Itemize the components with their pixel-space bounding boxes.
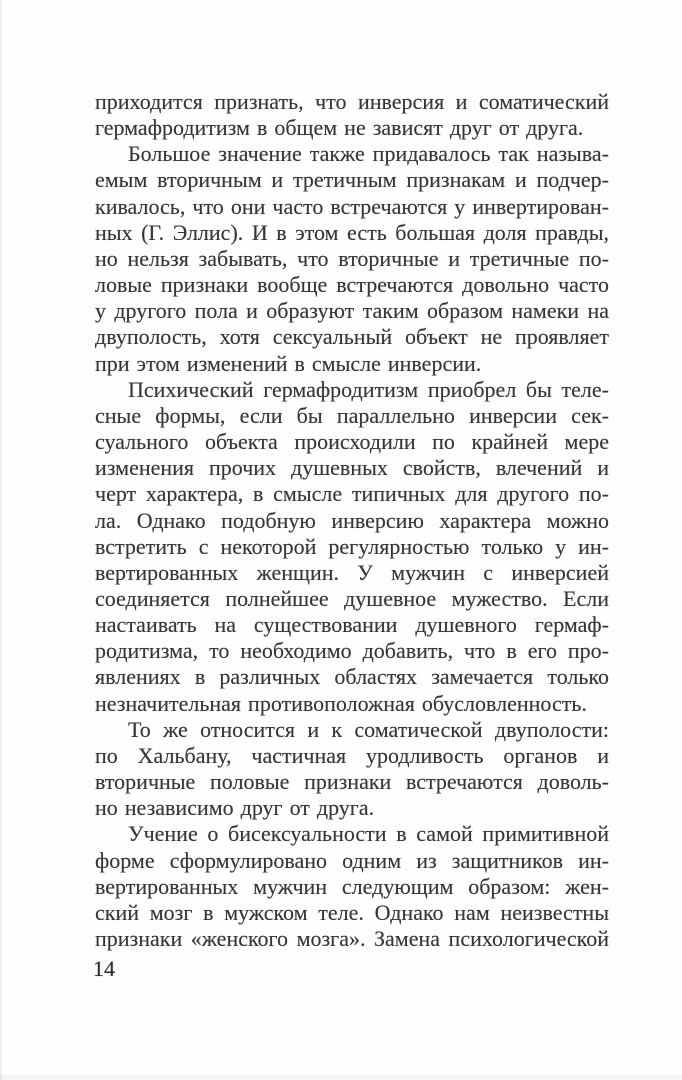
text-line: форме сформулировано одним из защитников ин- xyxy=(95,847,609,873)
text-line: настаивать на существовании душевного гермаф- xyxy=(95,612,609,638)
body-text xyxy=(95,89,609,952)
text-line: по Хальбану, частичная уродливость органов и xyxy=(95,742,609,768)
text-line: ла. Однако подобную инверсию характера можно xyxy=(95,507,609,533)
text-line: родитизма, то необходимо добавить, что в его про- xyxy=(95,638,609,664)
text-line: То же относится и к соматической двуполости: xyxy=(128,716,609,742)
text-line: емым вторичным и третичным признакам и подчер- xyxy=(95,167,609,193)
text-line: вертированных мужчин следующим образом: жен- xyxy=(95,873,609,899)
text-line: признаки «женского мозга». Замена психологической xyxy=(95,926,609,951)
text-line: ловые признаки вообще встречаются довольно часто xyxy=(95,272,609,298)
text-line: незначительная противоположная обусловленность. xyxy=(95,690,587,716)
text-line: гермафродитизм в общем не зависят друг от друга. xyxy=(95,115,584,141)
text-line: но независимо друг от друга. xyxy=(95,795,375,821)
text-line: изменения прочих душевных свойств, влечений и xyxy=(95,455,609,481)
page-number: 14 xyxy=(93,956,115,981)
text-line: двуполость, хотя сексуальный объект не проявляет xyxy=(95,324,609,350)
text-line: соединяется полнейшее душевное мужество. Если xyxy=(95,585,609,611)
text-line: вторичные половые признаки встречаются доволь- xyxy=(95,769,609,795)
text-line: вертированных женщин. У мужчин с инверсией xyxy=(95,559,609,585)
text-line: у другого пола и образуют таким образом намеки на xyxy=(95,298,609,324)
text-line: ных (Г. Эллис). И в этом есть большая доля правды, xyxy=(95,219,609,245)
text-line: ский мозг в мужском теле. Однако нам неизвестны xyxy=(95,899,609,925)
text-line: сные формы, если бы параллельно инверсии сек- xyxy=(95,402,609,428)
text-line: но нельзя забывать, что вторичные и третичные по- xyxy=(95,245,609,271)
text-line: при этом изменений в смысле инверсии. xyxy=(95,350,482,376)
text-line: явлениях в различных областях замечается только xyxy=(95,664,609,690)
text-line: Большое значение также придавалось так называ- xyxy=(128,141,609,167)
text-line: Психический гермафродитизм приобрел бы теле- xyxy=(128,376,609,402)
text-line: встретить с некоторой регулярностью только у ин- xyxy=(95,533,609,559)
text-line: приходится признать, что инверсия и соматический xyxy=(95,89,609,114)
text-line: суального объекта происходили по крайней мере xyxy=(95,429,609,455)
text-line: кивалось, что они часто встречаются у инвертирован- xyxy=(95,193,609,219)
text-line: черт характера, в смысле типичных для другого по- xyxy=(95,481,609,507)
text-line: Учение о бисексуальности в самой примитивной xyxy=(128,821,609,847)
